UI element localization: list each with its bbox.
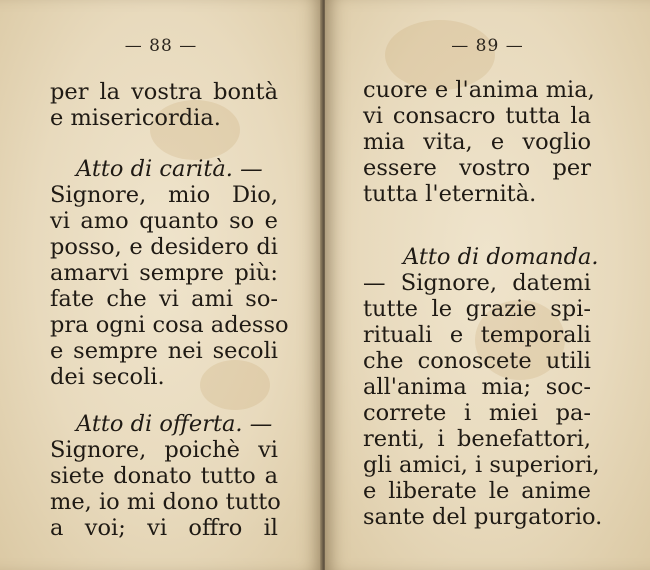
text-line: pra ogni cosa adesso [50,312,289,338]
text-line: mia vita, e voglio [363,129,591,155]
page-number: — 89 — [451,36,524,56]
text-line: e liberate le anime [363,478,591,504]
text-line: — Signore, datemi [363,270,591,296]
text-line: all'anima mia; soc- [363,374,591,400]
act-of-offering [50,411,281,541]
text-line: me, io mi dono tutto [50,489,281,515]
text-line: siete donato tutto a [50,463,278,489]
text-line: dei secoli. [50,364,165,390]
text-line: amarvi sempre più: [50,260,278,286]
text-line: vi consacro tutta la [363,103,591,129]
text-line: Signore, poichè vi [50,437,278,463]
text-block [50,79,278,131]
text-line: posso, e desidero di [50,234,278,260]
text-line: Signore, mio Dio, [50,182,278,208]
text-line: tutta l'eternità. [363,181,537,207]
text-line: per la vostra bontà [50,79,278,105]
section-heading: Atto di offerta. — [76,411,273,437]
text-line: sante del purgatorio. [363,504,603,530]
text-line: renti, i benefattori, [363,426,591,452]
text-line: e sempre nei secoli [50,338,278,364]
section-heading: Atto di carità. — [76,156,263,182]
text-line: vi amo quanto so e [50,208,278,234]
text-line: cuore e l'anima mia, [363,77,595,103]
text-block [363,77,595,207]
text-line: a voi; vi offro il [50,515,278,541]
act-of-petition [363,244,603,530]
text-line: tutte le grazie spi- [363,296,591,322]
left-page [0,0,322,570]
text-line: fate che vi ami so- [50,286,278,312]
section-heading: Atto di domanda. [403,244,599,270]
text-line: e misericordia. [50,105,221,131]
right-page [325,0,650,570]
page-number: — 88 — [124,36,198,56]
text-line: gli amici, i superiori, [363,452,600,478]
text-line: che conoscete utili [363,348,591,374]
act-of-charity [50,156,289,390]
text-line: rituali e temporali [363,322,591,348]
text-line: essere vostro per [363,155,591,181]
text-line: correte i miei pa- [363,400,591,426]
